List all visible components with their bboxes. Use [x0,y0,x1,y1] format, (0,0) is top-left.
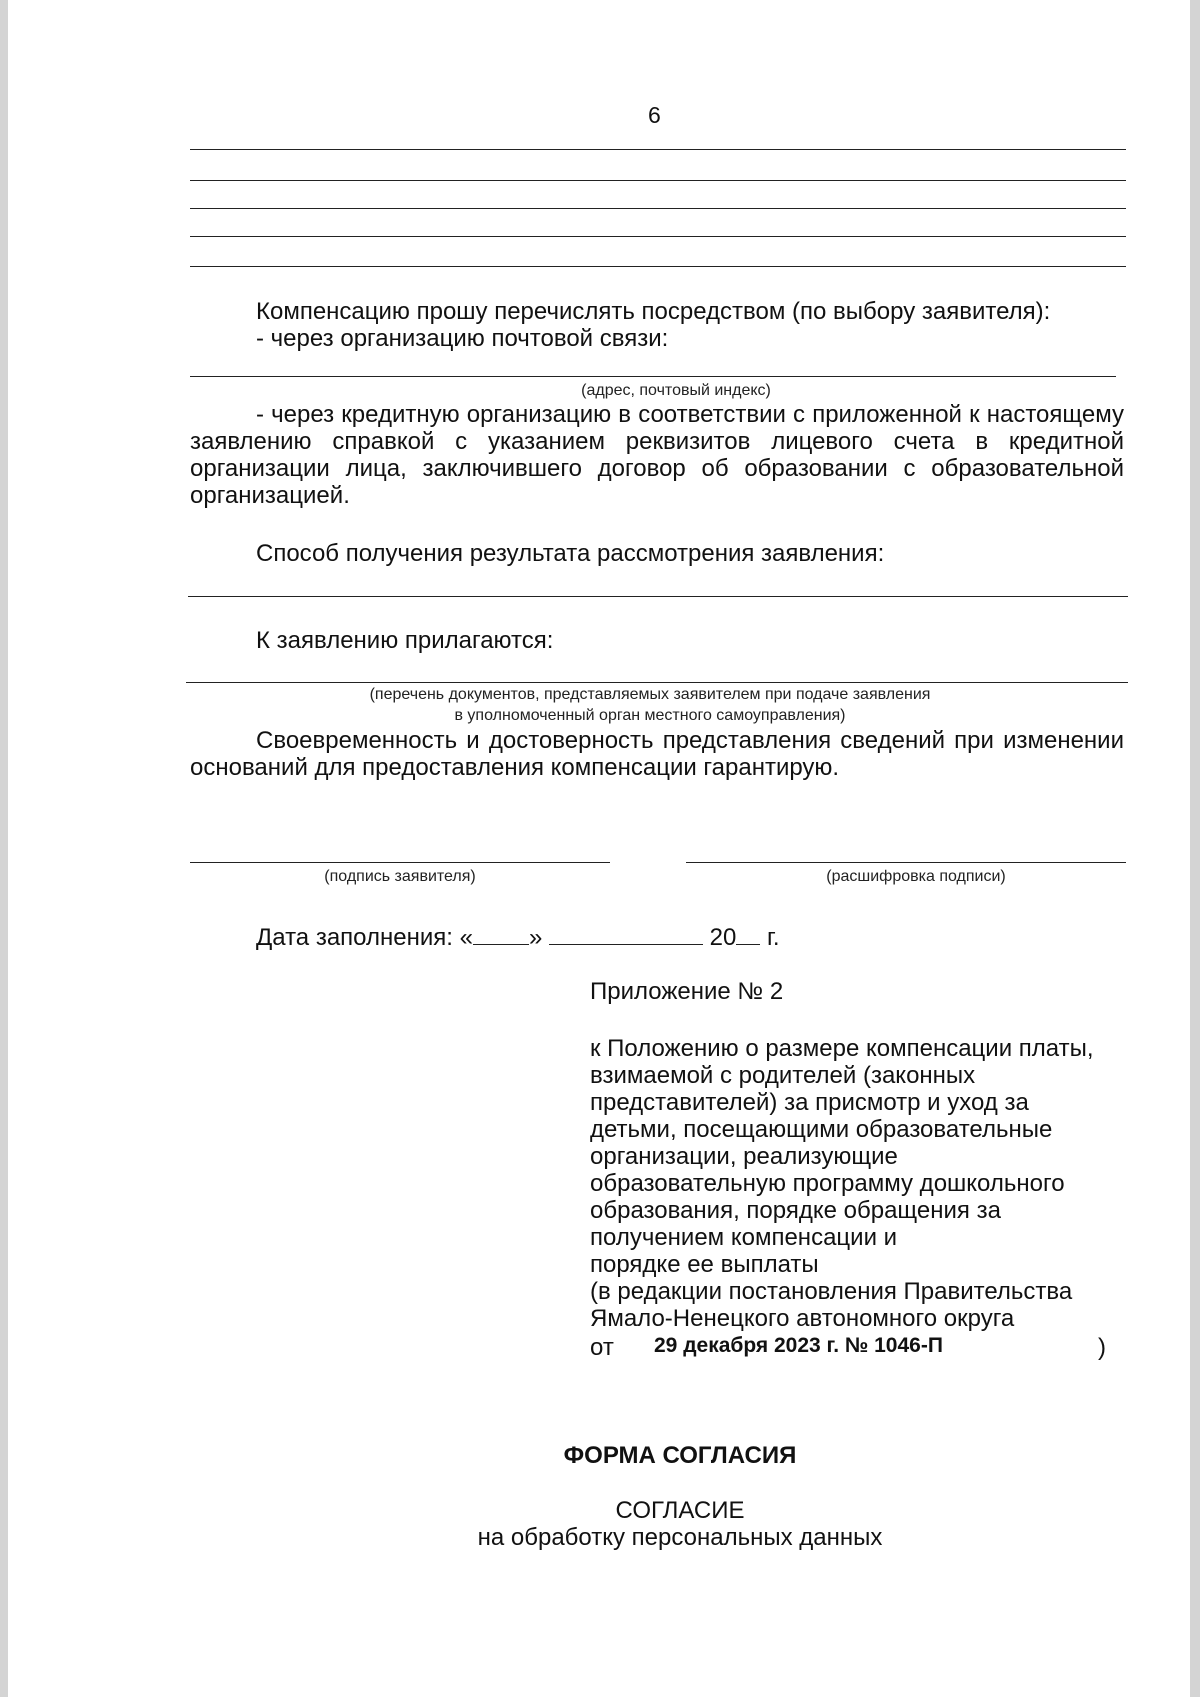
guarantee-paragraph: Своевременность и достоверность представления сведений при изменении оснований для предоставления компенсации гарантирую. [190,727,1124,781]
postal-option: - через организацию почтовой связи: [256,325,669,352]
attachments-caption-line2: в уполномоченный орган местного самоуправления) [454,707,846,724]
blank-line [190,236,1126,237]
appendix-line: детьми, посещающими образовательные [590,1116,1053,1143]
consent-subtitle: на обработку персональных данных [477,1524,883,1551]
blank-line [190,266,1126,267]
page-number: 6 [648,102,661,128]
appendix-line: Ямало-Ненецкого автономного округа [590,1305,1015,1332]
signature-line [190,862,610,863]
attachments-line [186,682,1128,683]
day-blank [473,924,529,945]
appendix-line: (в редакции постановления Правительства [590,1278,1073,1305]
form-title: ФОРМА СОГЛАСИЯ [563,1442,797,1469]
appendix-line: образовательную программу дошкольного [590,1170,1065,1197]
postal-address-caption: (адрес, почтовый индекс) [581,382,771,399]
month-blank [549,924,703,945]
fill-date [256,924,780,951]
result-method-line [188,596,1128,597]
appendix-line: к Положению о размере компенсации платы, [590,1035,1094,1062]
appendix-line: порядке ее выплаты [590,1251,819,1278]
compensation-intro: Компенсацию прошу перечислять посредством (по выбору заявителя): [256,298,1051,325]
year-blank [736,924,760,945]
fill-date-label: Дата заполнения: « [256,924,473,951]
postal-address-line [190,376,1116,377]
consent-title: СОГЛАСИЕ [615,1497,745,1524]
appendix-line: представителей) за присмотр и уход за [590,1089,1029,1116]
appendix-stamp-date: 29 декабря 2023 г. № 1046-П [654,1334,943,1357]
appendix-closing-paren: ) [1098,1334,1106,1361]
bank-option-paragraph: - через кредитную организацию в соответствии с приложенной к настоящему заявлению справкой с указанием реквизитов лицевого счета в кредитной организации лица, заключившего договор об образовании с образовательной организацией. [190,401,1124,509]
appendix-line: получением компенсации и [590,1224,898,1251]
appendix-title: Приложение № 2 [590,978,784,1005]
blank-line [190,149,1126,150]
appendix-line: взимаемой с родителей (законных [590,1062,976,1089]
signature-decode-caption: (расшифровка подписи) [826,868,1006,885]
result-method-label: Способ получения результата рассмотрения заявления: [256,540,885,567]
blank-line [190,208,1126,209]
signature-caption: (подпись заявителя) [324,868,476,885]
appendix-line: образования, порядке обращения за [590,1197,1001,1224]
attachments-label: К заявлению прилагаются: [256,627,554,654]
fill-date-year-suffix: г. [760,924,780,951]
fill-date-year-prefix: 20 [709,924,737,951]
attachments-caption-line1: (перечень документов, представляемых заявителем при подаче заявления [369,686,931,703]
appendix-line: организации, реализующие [590,1143,898,1170]
signature-decode-line [686,862,1126,863]
fill-date-close-quote: » [528,924,543,951]
appendix-from-label: от [590,1334,614,1361]
blank-line [190,180,1126,181]
